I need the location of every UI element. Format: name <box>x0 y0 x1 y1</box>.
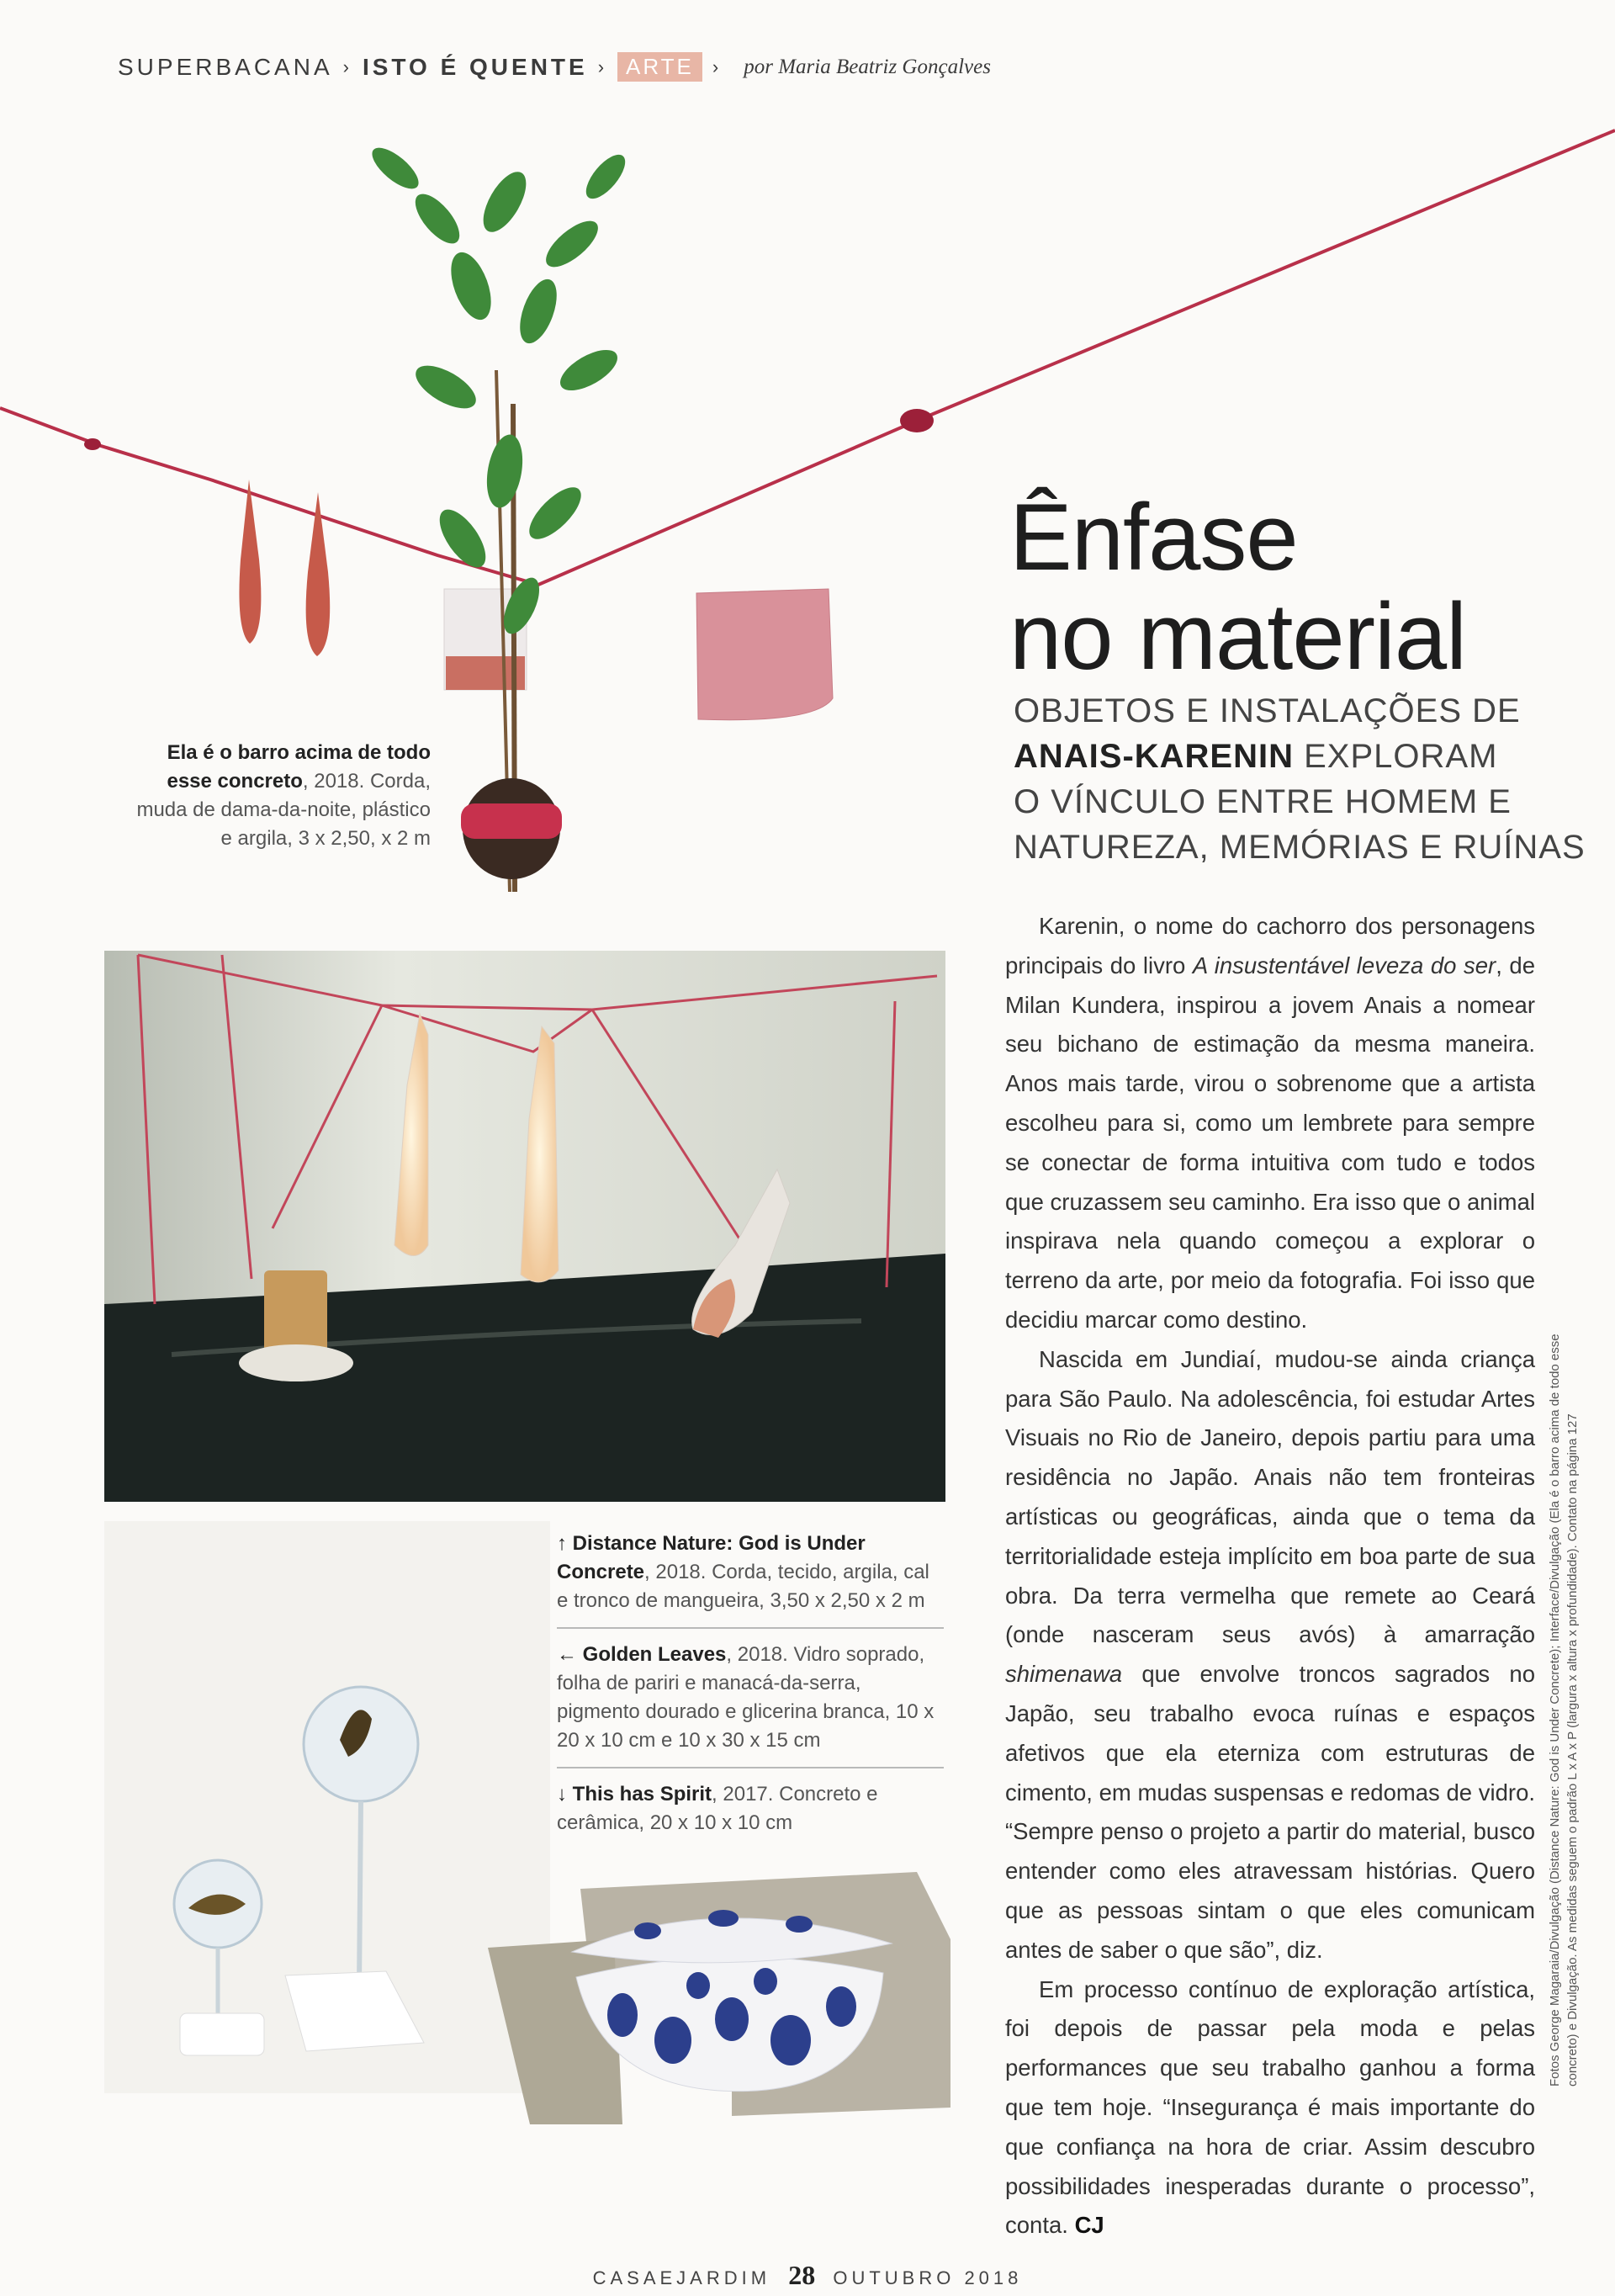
caption-arrow: ← <box>557 1643 577 1666</box>
caption-top-artwork <box>126 739 431 853</box>
body-paragraph: Karenin, o nome do cachorro dos personagens principais do livro A insustentável leveza do ser, de Milan Kundera, inspirou a jovem Anais a nomear seu bichano de estimação da mesma maneira. Anos mais tarde, virou o sobrenome que a artista escolheu para si, como um lembrete para sempre se conectar de forma intuitiva com tudo e todos que cruzassem seu caminho. Era isso que o animal inspirava nela quando começou a explorar o terreno da arte, por meio da fotografia. Foi isso que decidiu marcar como destino. <box>1005 913 1535 1333</box>
captions-column <box>557 1530 944 1861</box>
issue-date: OUTUBRO 2018 <box>833 2267 1023 2288</box>
caption-arrow: ↓ <box>557 1783 567 1806</box>
article-title <box>1009 485 1467 689</box>
caption-distance-nature <box>557 1530 944 1629</box>
clay-drop <box>239 480 261 644</box>
japanese-term: shimenawa <box>1005 1661 1123 1688</box>
caption-details: , 2018. Corda, muda de dama-da-noite, plástico e argila, 3 x 2,50, x 2 m <box>136 770 431 850</box>
subtitle-line: O VÍNCULO ENTRE HOMEM E <box>1014 783 1512 820</box>
article-subtitle <box>1014 688 1586 870</box>
glass-stem <box>359 1801 361 1988</box>
caption-title: Golden Leaves <box>582 1643 727 1666</box>
subtitle-line: NATUREZA, MEMÓRIAS E RUÍNAS <box>1014 829 1586 866</box>
photo-credits: Fotos George Magaraia/Divulgação (Distance Nature: God is Under Concrete); Interface/Divulgação (Ela é o barro acima de todo esse concreto) e Divulgação. As medidas seguem o padrão L x A x P (largura x altura x profundidade). Contato na página 127 <box>1548 1334 1580 2087</box>
caption-details: , 2017. Concreto e cerâmica, 20 x 10 x 10 cm <box>557 1783 878 1834</box>
section-header <box>118 52 991 82</box>
rope-knot <box>84 438 101 450</box>
plant-leaves <box>366 141 632 639</box>
caption-details: , 2018. Vidro soprado, folha de pariri e manacá-da-serra, pigmento dourado e glicerina branca, 10 x 20 x 10 cm e 10 x 30 x 15 cm <box>557 1643 935 1752</box>
caption-title: This has Spirit <box>572 1783 712 1806</box>
artist-name: ANAIS-KARENIN <box>1014 738 1294 775</box>
caption-golden-leaves <box>557 1641 944 1768</box>
subtitle-line: ANAIS-KARENIN EXPLORAM <box>1014 738 1498 775</box>
magazine-name: CASAEJARDIM <box>592 2267 771 2288</box>
rope-wrap <box>461 803 562 839</box>
plaster-base <box>180 2013 264 2055</box>
caption-title: Distance Nature: God is Under Concrete <box>557 1532 866 1583</box>
body-paragraph: Em processo contínuo de exploração artística, foi depois de passar pela moda e pelas performances que seu trabalho ganhou a forma que tem hoje. “Insegurança é mais importante do que confiança na hora de criar. Assim descubro possibilidades inesperadas durante o processo”, conta. CJ <box>1005 1975 1535 2239</box>
breadcrumb-separator: › <box>712 56 723 77</box>
breadcrumb-separator: › <box>342 56 352 77</box>
caption-title: Ela é o barro acima de todo esse concreto <box>167 741 431 793</box>
signature: CJ <box>1074 2212 1104 2239</box>
caption-arrow: ↑ <box>557 1532 567 1555</box>
title-line: Ênfase <box>1009 485 1298 590</box>
photo-this-has-spirit <box>479 1872 959 2124</box>
subtitle-line: OBJETOS E INSTALAÇÕES DE <box>1014 692 1521 729</box>
lime-base <box>239 1344 353 1381</box>
page-footer <box>0 2260 1615 2291</box>
caption-details: , 2018. Corda, tecido, argila, cal e tronco de mangueira, 3,50 x 2,50 x 2 m <box>557 1561 929 1612</box>
book-title: A insustentável leveza do ser <box>1192 952 1496 978</box>
rope-knot <box>900 409 934 432</box>
mango-trunk <box>264 1270 327 1355</box>
photo-distance-nature-installation <box>104 951 945 1502</box>
caption-this-has-spirit <box>557 1780 944 1849</box>
breadcrumb-separator: › <box>597 56 608 77</box>
body-paragraph: Nascida em Jundiaí, mudou-se ainda criança para São Paulo. Na adolescência, foi estudar Artes Visuais no Rio de Janeiro, depois partiu para uma residência no Japão. Anais não tem fronteiras artísticas ou geográficas, ainda que o tema da territorialidade esteja implícito em boa parte de sua obra. Da terra vermelha que remete ao Ceará (onde nasceram seus avós) à amarração shimenawa que envolve troncos sagrados no Japão, seu trabalho evoca ruínas e espaços afetivos que ela eterniza com estruturas de cimento, em mudas suspensas e redomas de vidro. “Sempre penso o projeto a partir do material, busco entender como eles atravessam histórias. Quero que as pessoas sintam o que eles comunicam antes de saber o que são”, diz. <box>1005 1345 1535 1963</box>
category-badge: ARTE <box>617 52 702 82</box>
title-line: no material <box>1009 584 1467 689</box>
page-number: 28 <box>788 2260 816 2290</box>
article-body <box>1005 907 1535 2246</box>
pink-cloth <box>696 589 833 720</box>
author-byline: por Maria Beatriz Gonçalves <box>744 55 991 78</box>
subsection-name: ISTO É QUENTE <box>362 53 588 80</box>
section-name: SUPERBACANA <box>118 53 333 80</box>
